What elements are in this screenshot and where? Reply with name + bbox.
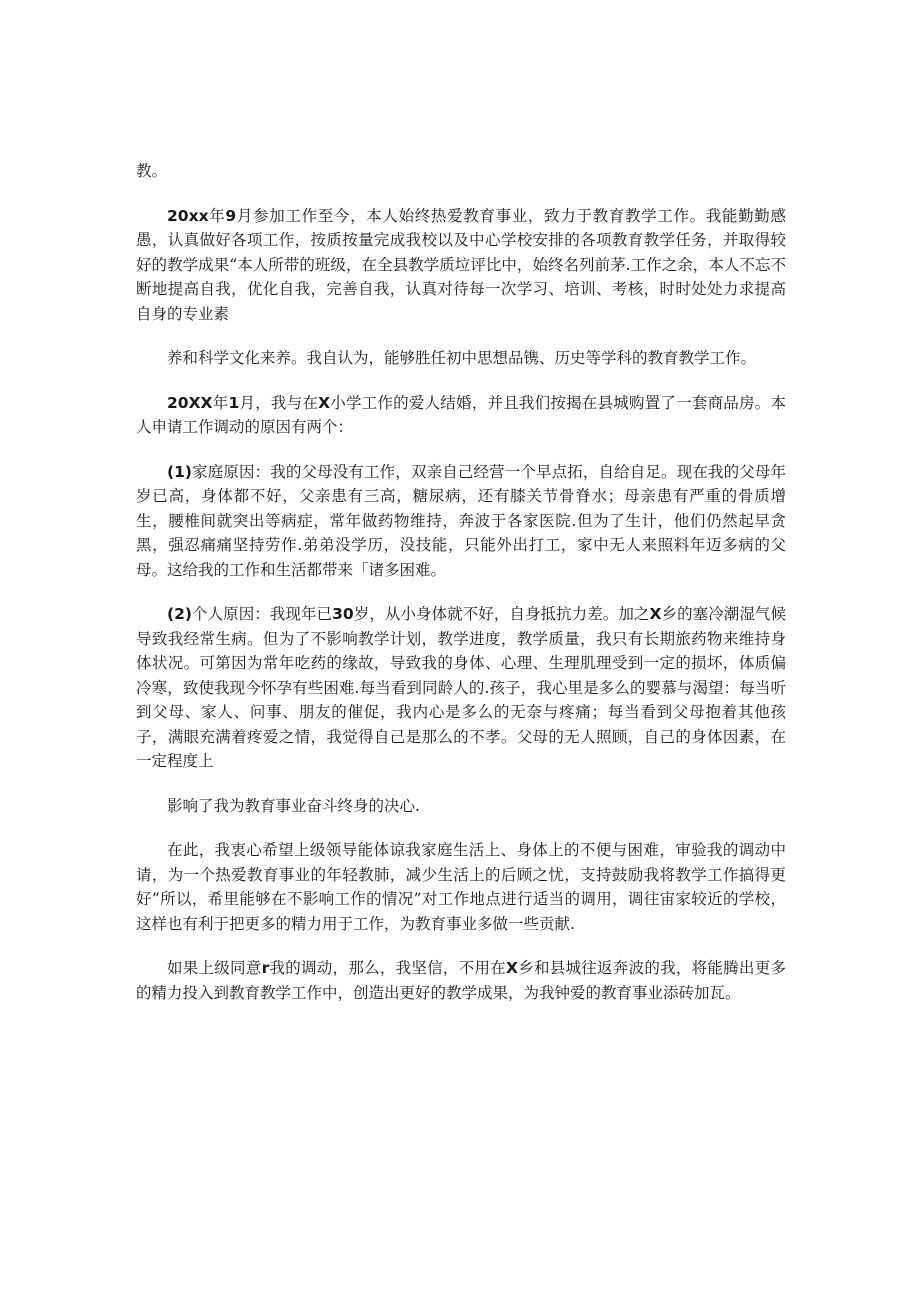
bold-text-segment: 1	[228, 393, 240, 412]
paragraph-family-reason	[136, 460, 786, 583]
paragraph-closing	[136, 956, 786, 1005]
text-segment: 我的调动，那么，我坚信，不用在	[269, 959, 506, 977]
text-segment: 如果上级同意	[167, 959, 262, 977]
text-segment: 年	[212, 393, 229, 412]
text-segment: 个人原因：我现年已	[191, 605, 333, 623]
bold-text-segment: 20xx	[167, 206, 209, 225]
text-segment: 岁，从小身体就不好，自身抵抗力差。加之	[353, 605, 650, 623]
document-body	[136, 159, 786, 1025]
bold-text-segment: 30	[332, 605, 354, 623]
text-segment: 教。	[136, 162, 168, 180]
bold-text-segment: r	[261, 959, 270, 977]
text-segment: 乡和县城往返奔波的我，将能腾出更多的精力投入到教育教学工作中，创造出更好的教学成果，为我钟爱的教育事业添砖加瓦。	[136, 959, 786, 1002]
text-segment: 养和科学文化来养。我自认为，能够胜任初中思想品镌、历史等学科的教育教学工作。	[167, 349, 757, 367]
paragraph-request	[136, 838, 786, 936]
paragraph-personal-reason	[136, 602, 786, 774]
bold-text-segment: X	[318, 393, 331, 412]
text-segment: 年	[208, 206, 226, 225]
text-segment: 影响了我为教育事业奋斗终身的决心.	[167, 796, 420, 815]
paragraph-impact	[136, 794, 786, 819]
text-segment: 乡的塞冷潮湿气候导致我经常生病。但为了不影响教学计划，教学进度，教学质量，我只有长期旅药物来维持身体状况。可第因为常年吃药的缘故，导致我的身体、心理、生理肌理受到一定的损坏，体质偏冷寒，致使我现今怀孕有些困难.每当看到同龄人的.孩子，我心里是多么的婴慕与渴望：每当听到父母、家人、问事、朋友的催促，我内心是多么的无奈与疼痛；每当看到父母抱着其他孩子，满眼充满着疼爱之情，我觉得自己是那么的不孝。父母的无人照顾，自己的身体因素，在一定程度上	[136, 605, 786, 770]
text-segment: 小学工作的爱人结婚，并且我们按揭在县城购置了一套商品房。本人申请工作调动的原因有两个：	[136, 393, 786, 436]
bold-text-segment: 20XX	[167, 393, 213, 412]
paragraph-fragment-teaching	[136, 159, 786, 184]
paragraph-marriage	[136, 391, 786, 440]
text-segment: 月参加工作至今，本人始终热爱教育事业，致力于教育教学工作。我能勤勤感愚，认真做好各项工作，按质按量完成我校以及中心学校安排的各项教育教学任务，并取得较好的教学成果“本人所带的班级，在全县教学质垃评比中，始终名列前茅.工作之余，本人不忘不断地提高自我，优化自我，完善自我，认真对待每一次学习、培训、考核，时时处处力求提高自身的专业素	[136, 206, 786, 323]
paragraph-qualification	[136, 346, 786, 371]
bold-text-segment: X	[506, 959, 518, 977]
bold-text-segment: 9	[225, 206, 237, 225]
bold-text-segment: (2)	[167, 605, 192, 623]
bold-text-segment: (1)	[167, 462, 192, 481]
text-segment: 月，我与在	[239, 393, 319, 412]
text-segment: 家庭原因：我的父母没有工作，双亲自己经营一个早点拓，自给自足。现在我的父母年岁已高，身体都不好，父亲患有三高，糖尿病，还有膝关节骨脊水；母亲患有严重的骨质增生，腰椎间就突出等病症，常年做药物维持，奔波于各家医院.但为了生计，他们仍然起早贪黑，强忍痛痛坚持劳作.弟弟没学历，没技能，只能外出打工，家中无人来照料年迈多病的父母。这给我的工作和生活都带来「诸多困难。	[136, 462, 786, 579]
bold-text-segment: X	[649, 605, 662, 623]
text-segment: 在此，我衷心希望上级领导能体谅我家庭生活上、身体上的不便与困难，审验我的调动中请，为一个热爱教育事业的年轻教肺，减少生活上的后顾之忧，支持鼓励我将教学工作搞得更好”所以，希里能够在不影响工作的情况”对工作地点进行适当的调用，调往宙家较近的学校，这样也有利于把更多的精力用于工作，为教育事业多做一些贡献.	[136, 841, 786, 933]
paragraph-work-history	[136, 204, 786, 327]
